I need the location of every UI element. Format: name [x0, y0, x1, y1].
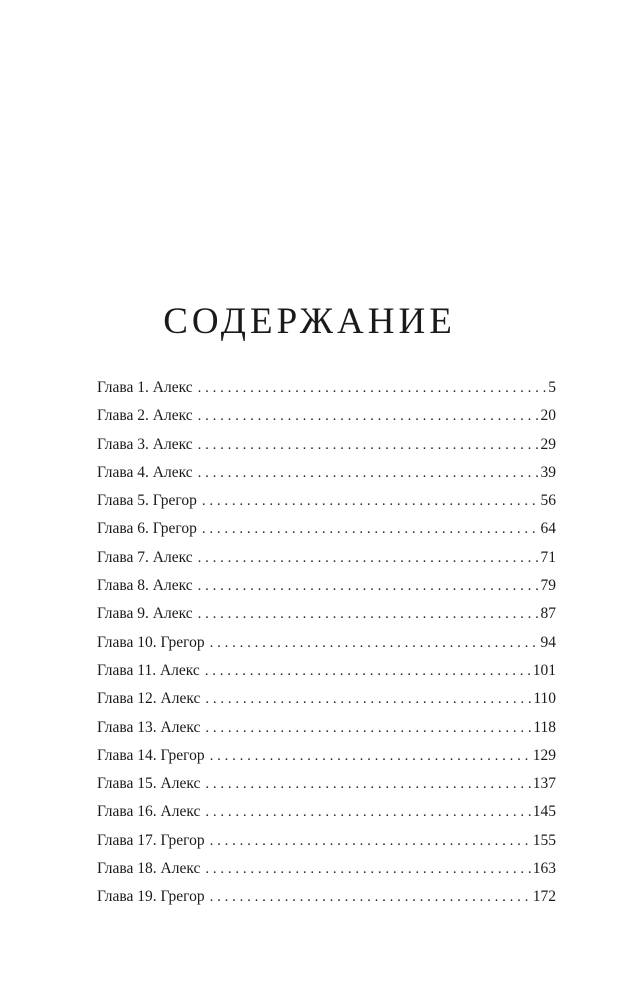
toc-entry-page: 94	[540, 633, 556, 651]
toc-entry-label: Глава 5. Грегор	[97, 492, 197, 510]
toc-entry-page: 137	[532, 775, 556, 793]
toc-entry[interactable]	[97, 374, 556, 402]
toc-entry-label: Глава 1. Алекс	[97, 379, 193, 396]
toc-dot-leader	[210, 742, 531, 770]
toc-entry-label: Глава 19. Грегор	[97, 888, 205, 906]
toc-entry[interactable]	[97, 459, 556, 487]
toc-entry-page: 129	[532, 746, 556, 764]
toc-dot-leader	[205, 770, 530, 798]
toc-entry-label: Глава 8. Алекс	[97, 577, 193, 595]
toc-entry-label: Глава 12. Алекс	[97, 690, 201, 708]
toc-entry-label: Глава 4. Алекс	[97, 463, 193, 481]
toc-entry-label: Глава 11. Алекс	[97, 661, 200, 679]
toc-entry-page: 110	[533, 690, 556, 708]
toc-entry-page: 172	[532, 888, 556, 906]
toc-dot-leader	[198, 374, 547, 402]
toc-dot-leader	[210, 827, 531, 855]
toc-dot-leader	[205, 714, 531, 742]
toc-entry-page: 101	[532, 661, 556, 679]
toc-entry[interactable]	[97, 883, 556, 911]
toc-entry[interactable]	[97, 487, 556, 515]
toc-entry-page: 155	[532, 831, 556, 849]
toc-entry-page: 56	[540, 492, 556, 510]
toc-dot-leader	[198, 402, 539, 430]
toc-entry-label: Глава 18. Алекс	[97, 860, 201, 878]
toc-entry-page: 87	[540, 605, 556, 623]
toc-entry-page: 64	[540, 520, 556, 538]
toc-entry[interactable]	[97, 855, 556, 883]
toc-dot-leader	[202, 515, 539, 543]
toc-dot-leader	[198, 459, 539, 487]
table-of-contents	[97, 374, 556, 912]
toc-entry-label: Глава 9. Алекс	[97, 605, 193, 623]
toc-entry-page: 118	[533, 718, 556, 736]
toc-entry-label: Глава 16. Алекс	[97, 803, 201, 821]
toc-entry-label: Глава 6. Грегор	[97, 520, 197, 538]
toc-entry-page: 71	[540, 548, 556, 566]
toc-entry-page: 39	[540, 463, 556, 481]
toc-entry-page: 20	[540, 407, 556, 425]
toc-entry[interactable]	[97, 402, 556, 430]
toc-entry-page: 163	[532, 860, 556, 878]
toc-entry-page: 79	[540, 577, 556, 595]
toc-entry[interactable]	[97, 657, 556, 685]
toc-entry-label: Глава 3. Алекс	[97, 435, 193, 453]
toc-entry-label: Глава 7. Алекс	[97, 548, 193, 566]
toc-entry[interactable]	[97, 714, 556, 742]
toc-entry[interactable]	[97, 544, 556, 572]
toc-entry[interactable]	[97, 515, 556, 543]
toc-entry[interactable]	[97, 629, 556, 657]
toc-entry-label: Глава 14. Грегор	[97, 746, 205, 764]
toc-dot-leader	[198, 431, 539, 459]
toc-entry-page: 145	[532, 803, 556, 821]
toc-entry-page: 29	[540, 435, 556, 453]
toc-dot-leader	[205, 685, 531, 713]
toc-entry[interactable]	[97, 431, 556, 459]
toc-entry-label: Глава 15. Алекс	[97, 775, 201, 793]
toc-dot-leader	[198, 544, 539, 572]
toc-entry-label: Глава 2. Алекс	[97, 407, 193, 425]
toc-entry[interactable]	[97, 600, 556, 628]
toc-entry-label: Глава 17. Грегор	[97, 831, 205, 849]
toc-entry[interactable]	[97, 572, 556, 600]
toc-entry-page: 5	[548, 379, 556, 396]
toc-entry[interactable]	[97, 742, 556, 770]
toc-entry[interactable]	[97, 798, 556, 826]
toc-dot-leader	[205, 657, 531, 685]
toc-dot-leader	[205, 855, 530, 883]
toc-dot-leader	[210, 883, 531, 911]
toc-entry[interactable]	[97, 770, 556, 798]
toc-dot-leader	[202, 487, 539, 515]
page-title: СОДЕРЖАНИЕ	[163, 301, 456, 342]
toc-entry[interactable]	[97, 827, 556, 855]
toc-dot-leader	[210, 629, 539, 657]
toc-dot-leader	[205, 798, 530, 826]
toc-entry-label: Глава 10. Грегор	[97, 633, 205, 651]
toc-entry[interactable]	[97, 685, 556, 713]
toc-entry-label: Глава 13. Алекс	[97, 718, 201, 736]
toc-dot-leader	[198, 572, 539, 600]
toc-dot-leader	[198, 600, 539, 628]
